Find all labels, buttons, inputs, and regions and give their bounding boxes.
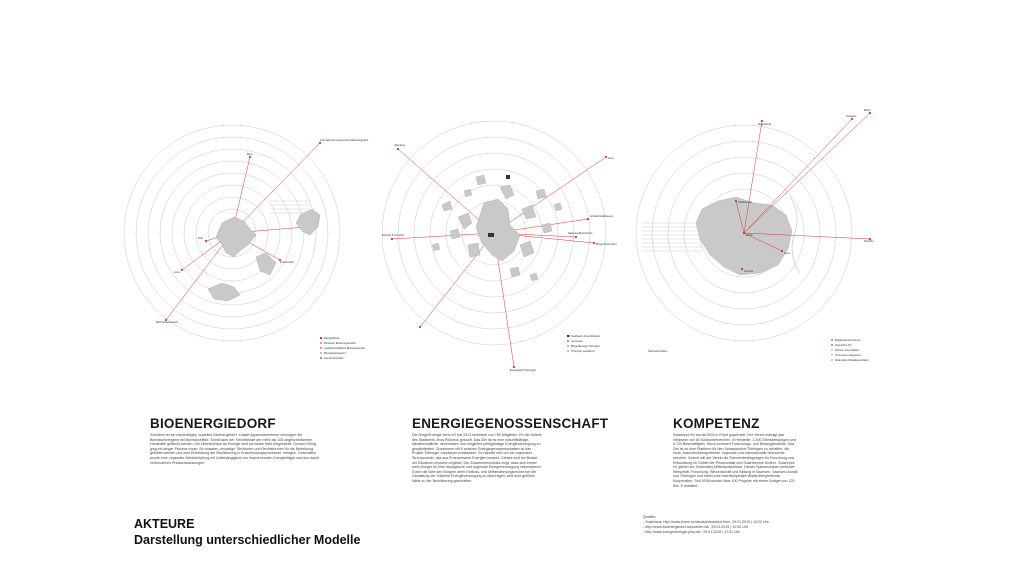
svg-text:Partner Universitäten: Partner Universitäten <box>835 349 860 352</box>
energiegenossenschaft-text: Die BürgerEnergie Jena eG hat 2013 mehrfach von 750 Mitglieder 2% der Anteile des Stadtwerk Jena-Pößneck gekauft. Das Ziel ist es eine zukunftsfähige, klimafreundliche, dezentralen und möglichst preisgünstige Energieversorgung zu gewährleisten. Zusammen mit 6 anderen Energiegenossenschaften ist das Projekt Thüringer Landstrom entstanden. Es handelt sich um ein regionales Stromprodukt, das aus Erneuerbaren Energien besteht. Dieses wird bei Bedarf mit Ökostrom Importen ergänzt. Der Zusammenschluss zeigt, dass sich immer mehr Bürger für eine ökologische und regionale Energieversorgung interessieren. Durch die Idee den Bürgern mehr Einfluss- und Mitbestimmungsrechte bei der Gestaltung der örtlichen Energieversorgung zu übertragen, wird eine größere Nähe zu der Bevölkerung geschaffen. <box>412 433 542 483</box>
svg-text:Landwirtschaftliche Betriebe/L: Landwirtschaftliche Betriebe/Landw. <box>324 347 366 350</box>
page-title-line2: Darstellung unterschiedlicher Modelle <box>134 533 361 547</box>
svg-text:Biomassetransport: Biomassetransport <box>324 352 346 355</box>
label-c: Dorf <box>198 237 203 240</box>
label-gera: Gera <box>608 157 614 160</box>
label-ilmenau: Ilmenau <box>744 270 754 273</box>
label-top-right: internationale partnerische Bioenergiedorf <box>320 139 369 142</box>
svg-text:Gemeindestraße: Gemeindestraße <box>324 357 344 360</box>
label-weimar: Weimar & Tonndorf <box>382 234 405 237</box>
bioenergiedorf-diagram <box>110 105 369 375</box>
svg-text:Genossen: Genossen <box>571 340 583 343</box>
svg-text:Personen Einbezugsmodell: Personen Einbezugsmodell <box>324 342 356 345</box>
label-e: Bad Klosterlausnitz <box>156 321 179 324</box>
label-saale-holzland: Saale-Holzland-Kreis <box>568 232 593 235</box>
label-d: Kooperation <box>280 261 294 264</box>
svg-text:BürgerEnergie Thüringen: BürgerEnergie Thüringen <box>571 345 601 348</box>
svg-text:Stadtwerk Jena-Pößneck: Stadtwerk Jena-Pößneck <box>571 335 600 338</box>
svg-text:Energieflüsse: Energieflüsse <box>324 337 340 340</box>
energiegenossenschaft-diagram <box>372 105 622 375</box>
label-buergerfonds: Bürgerfonds Nord <box>596 243 617 246</box>
kompetenz-column <box>673 416 798 488</box>
legend <box>831 338 869 362</box>
kompetenz-heading: KOMPETENZ <box>673 416 760 431</box>
source-item: - Solarhaus: http://www.thoen.eu/deutsch/solarhof.html, 29.01.2015 | 10:20 Uhr <box>643 520 769 524</box>
sources-label: Quellen: <box>643 515 657 519</box>
svg-text:Thüringer Landstrom: Thüringer Landstrom <box>571 350 596 353</box>
label-netzwerkstruktur: Netzwerkstruktur <box>648 350 668 353</box>
energiegenossenschaft-column <box>412 416 609 484</box>
svg-text:Mitgliedsunternehmen: Mitgliedsunternehmen <box>835 339 861 342</box>
label-dresden: Dresden <box>864 240 874 243</box>
bioenergiedorf-text: Schlöben ist ein nachhaltiges, autarkes Bioenergiedorf. Lokale Agrarunternehmer versorgen die Biomassevergärer mit Biomassefilter. Somit kann der Strombedarf der mehr als 100 angeschlossenen Haushalte gedeckt werden. Die Überschüsse an Energie wird ins lokale Netz eingespeist. Dessen Erfolg ging ein langer Prozess voran. Es mussten ‚neuartige' Strukturen und Rechtsformen für die Betreibung' gebildet werden und eine Einbindung der Bevölkerung in Entscheidungsprozessen' erfolgen. Geschaffen wurde eine ‚regionale Wertschöpfung mit Unabhängigkeit von Import-fossilen Energieträger und den damit verbundenen Preisschwankungen'. <box>150 433 319 465</box>
settlement-shapes <box>208 209 320 301</box>
label-potsdam: Potsdam <box>846 115 857 118</box>
bioenergiedorf-heading: BIOENERGIEDORF <box>150 416 276 431</box>
label-jena: Jena <box>784 252 790 255</box>
label-erfurt: Erfurt <box>746 234 753 237</box>
label-energieland: Energieland Thüringen <box>510 369 537 372</box>
label-nordhausen: Nordhausen <box>738 201 753 204</box>
label-b: Jena <box>174 271 180 274</box>
legend <box>567 334 601 353</box>
page-title-line1: AKTEURE <box>134 517 195 531</box>
kompetenz-diagram <box>632 105 882 375</box>
bioenergiedorf-column <box>150 416 320 465</box>
svg-text:Netzwerke SV: Netzwerke SV <box>835 344 852 347</box>
page-title <box>134 516 360 548</box>
legend <box>320 336 366 360</box>
kompetenz-text: SolarInput eV wurde 2003 in Erfurt gegründet. Der Verein managt das Netzwerk von 60 Solarunternehmen, 8 Hersteller, 2.300 Dienstleistungen und 6.730 Beschäftigten. Hinzu kommen Forschungs- und Bildungsinstitute. Das Ziel ist es eine Plattform für den Solarstandort Thüringen zu schaffen, die neue, branchenübergreifende, regionale und internationale Netzwerke errichtet. Zudem will der Verein die Rahmenbedingungen für Forschung und Entwicklung im Gebiet der Photovoltaik und Solarthermie fördern. SolarInput eV gehört zur Solarvalley Mitteldeutschland. Dieses Spitzencluster verbindet Wirtschaft, Forschung, Wissenschaft und Bildung in Sachsen, Sachsen-Anhalt und Thüringen und bietet eine interdisziplinäre länderübergreifende Kooperation. Seit 2008 wurden über 100 Projekte mit einem Budget von 120 Mio. € realisiert. <box>673 433 798 488</box>
hatched-lines <box>642 223 702 251</box>
label-a: Biom <box>247 153 253 156</box>
svg-text:Kommunen-/Regionen: Kommunen-/Regionen <box>835 354 861 357</box>
source-item: - http://www.bioenergiedorf-schloeben.de/, 29.01.2015 | 10:50 Uhr <box>643 525 749 529</box>
label-berlin: Berlin <box>864 109 871 112</box>
label-magdeburg: Magdeburg <box>758 123 772 126</box>
label-grossschwabhausen: Großschwabhausen <box>590 215 614 218</box>
label-altenburg: Altenburg <box>394 144 406 147</box>
source-item: - http://www.buergerenergie-jena.de/, 29.01.2015 | 12:31 Uhr <box>643 530 740 534</box>
energiegenossenschaft-heading: ENERGIEGENOSSENSCHAFT <box>412 416 609 431</box>
sources-block <box>643 515 769 535</box>
svg-text:Solarvalley Mitteldeutschland: Solarvalley Mitteldeutschland <box>835 359 869 362</box>
